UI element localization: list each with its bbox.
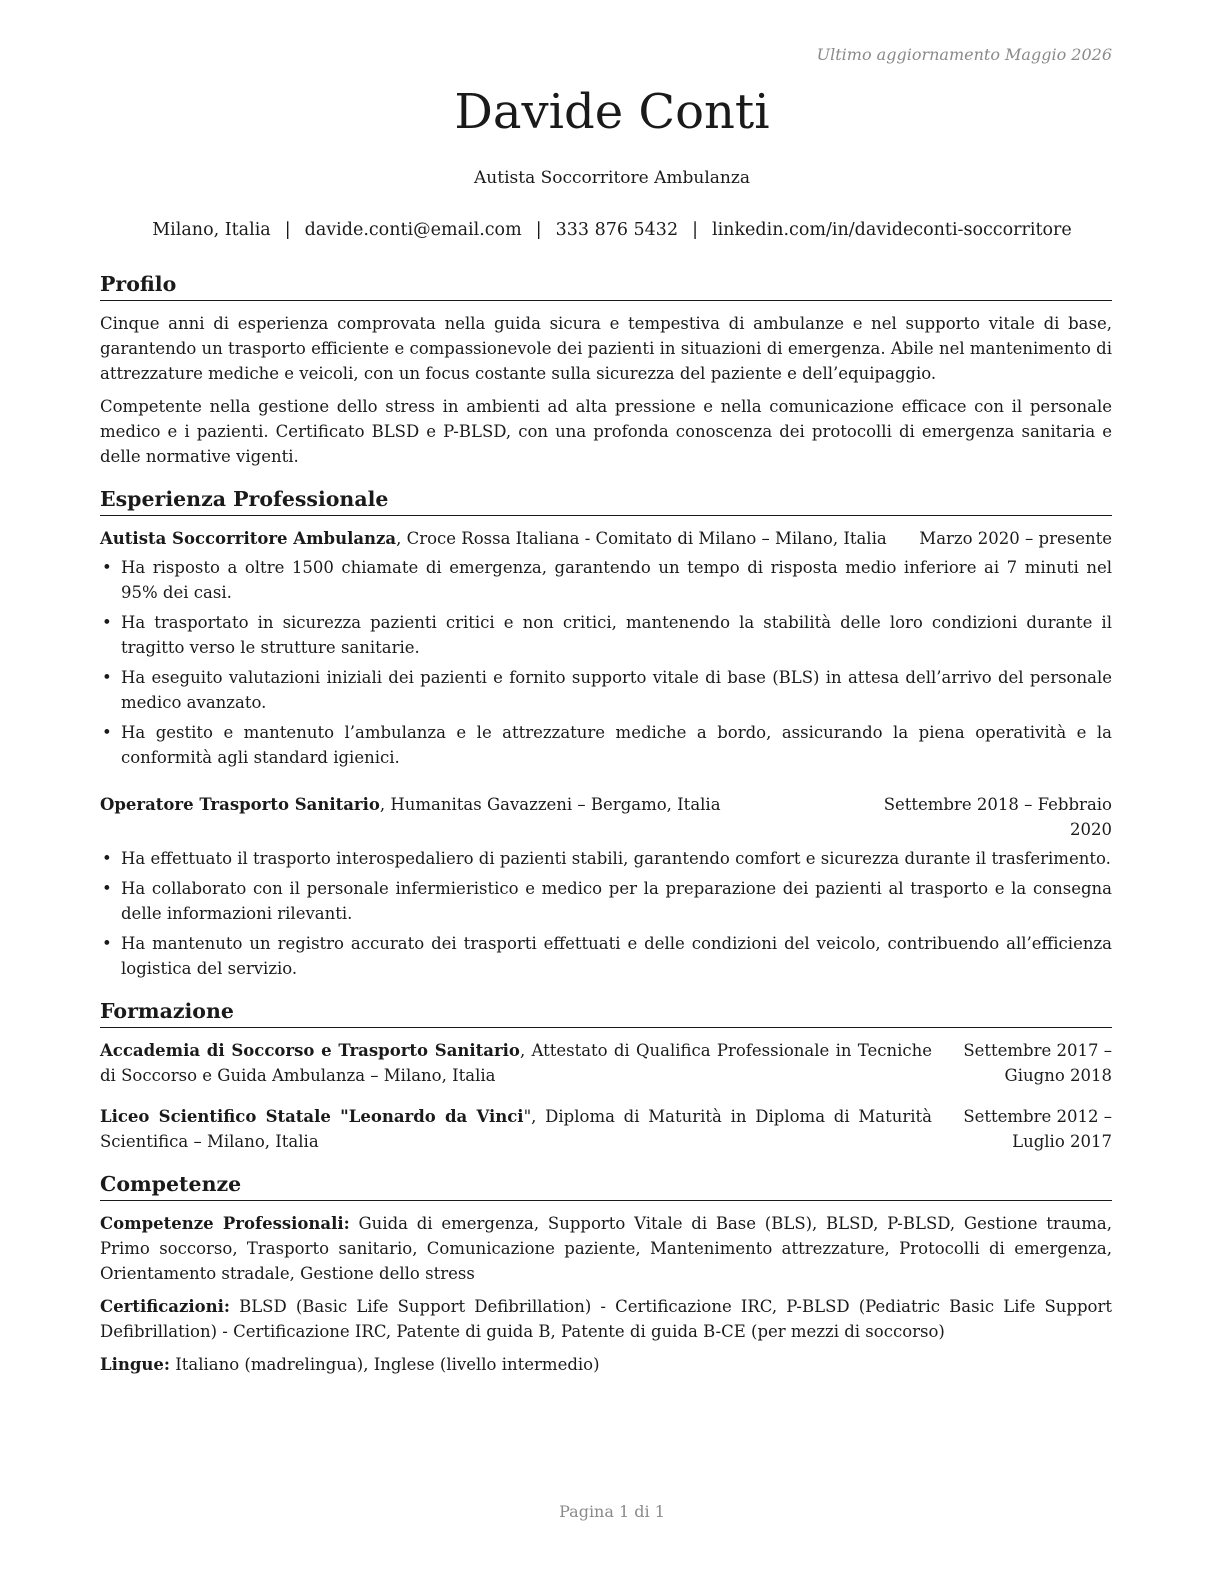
education-school: Leonardo da Vinci [348,1107,524,1126]
job-org: , Humanitas Gavazzeni – Bergamo, Italia [379,795,721,814]
education-school: Accademia di Soccorso e Trasporto Sanitario [100,1041,520,1060]
education-dates: Settembre 2012 – Luglio 2017 [963,1107,1112,1151]
job-title: Autista Soccorritore Ambulanza [100,529,397,548]
job-dates: Marzo 2020 – presente [919,529,1112,548]
skill-label: Competenze Professionali: [100,1214,350,1233]
profile-paragraph: Competente nella gestione dello stress in ambienti ad alta pressione e nella comunicazione efficace con il personale medico e i pazienti. Certificato BLSD e P-BLSD, con una profonda conoscenza dei protocolli di emergenza sanitaria e delle normative vigenti. [100,397,1112,466]
bullet-icon: • [102,668,112,687]
education-detail: ", Diploma di Maturità in Diploma di Maturità Scientifica – Milano, Italia [100,1107,932,1151]
profile-paragraph: Cinque anni di esperienza comprovata nella guida sicura e tempestiva di ambulanze e nel supporto vitale di base, garantendo un trasporto efficiente e compassionevole dei pazienti in situazioni di emergenza. Abile nel mantenimento di attrezzature mediche e veicoli, con un focus costante sulla sicurezza del paziente e dell’equipaggio. [100,314,1112,383]
job-title-org [100,792,872,817]
bullet-icon: • [102,879,112,898]
job-header [100,526,1112,551]
skill-row [100,1211,1112,1286]
job-title: Operatore Trasporto Sanitario [100,795,380,814]
bullet-text: Ha eseguito valutazioni iniziali dei pazienti e fornito supporto vitale di base (BLS) in attesa dell’arrivo del personale medico avanzato. [121,668,1112,712]
list-item [100,665,1112,715]
bullet-icon: • [102,613,112,632]
education-school-detail [100,1104,962,1154]
section-heading-skills: Competenze [100,1170,1112,1201]
education-section [100,997,1112,1154]
skill-text: BLSD (Basic Life Support Defibrillation) - Certificazione IRC, P-BLSD (Pediatric Basic Life Support Defibrillation) - Certificazione IRC, Patente di guida B, Patente di guida B-CE (per mezzi di soccorso) [100,1297,1112,1341]
bullet-icon: • [102,558,112,577]
list-item [100,720,1112,770]
bullet-icon: • [102,934,112,953]
job-bullets [100,555,1112,770]
list-item [100,876,1112,926]
job-entry [100,792,1112,981]
skill-label: Certificazioni: [100,1297,230,1316]
page-number: Pagina 1 di 1 [559,1502,665,1521]
skill-text: Italiano (madrelingua), Inglese (livello intermedio) [170,1355,600,1374]
section-heading-education: Formazione [100,997,1112,1028]
experience-section [100,485,1112,981]
bullet-text: Ha gestito e mantenuto l’ambulanza e le attrezzature mediche a bordo, assicurando la piena operatività e la conformità agli standard igienici. [121,723,1112,767]
candidate-name: Davide Conti [454,84,770,140]
job-org: , Croce Rossa Italiana - Comitato di Milano – Milano, Italia [396,529,887,548]
profile-section [100,270,1112,469]
list-item [100,846,1112,871]
bullet-icon: • [102,723,112,742]
contact-separator: | [692,220,698,240]
bullet-text: Ha collaborato con il personale infermieristico e medico per la preparazione dei pazienti al trasporto e la consegna delle informazioni rilevanti. [121,879,1112,923]
skill-label: Lingue: [100,1355,170,1374]
job-title: Autista Soccorritore Ambulanza [474,168,750,188]
education-school-detail [100,1038,962,1088]
contact-phone: 333 876 5432 [555,220,679,240]
bullet-text: Ha effettuato il trasporto interospedaliero di pazienti stabili, garantendo comfort e sicurezza durante il trasferimento. [121,849,1111,868]
job-header [100,792,1112,842]
education-entry [100,1038,1112,1088]
job-entry [100,526,1112,770]
contact-linkedin[interactable]: linkedin.com/in/davideconti-soccorritore [711,220,1072,240]
skills-section [100,1170,1112,1377]
resume-content [100,270,1112,1393]
bullet-text: Ha risposto a oltre 1500 chiamate di emergenza, garantendo un tempo di risposta medio inferiore ai 7 minuti nel 95% dei casi. [121,558,1112,602]
contact-separator: | [284,220,291,240]
education-dates: Settembre 2017 – Giugno 2018 [963,1041,1112,1085]
education-entry [100,1104,1112,1154]
contact-separator: | [535,220,542,240]
job-title-org [100,526,919,551]
list-item [100,555,1112,605]
contact-email[interactable]: davide.conti@email.com [304,220,522,240]
skill-text: Guida di emergenza, Supporto Vitale di Base (BLS), BLSD, P-BLSD, Gestione trauma, Primo soccorso, Trasporto sanitario, Comunicazione paziente, Mantenimento attrezzature, Protocolli di emergenza, Orientamento stradale, Gestione dello stress [100,1214,1112,1283]
list-item [100,931,1112,981]
job-dates: Settembre 2018 – Febbraio 2020 [883,795,1112,839]
contact-location: Milano, Italia [152,220,271,240]
section-heading-experience: Esperienza Professionale [100,485,1112,516]
list-item [100,610,1112,660]
bullet-icon: • [102,849,112,868]
job-bullets [100,846,1112,981]
education-school-prefix: Liceo Scientifico Statale " [100,1107,349,1126]
contact-line [0,220,1224,240]
skill-row [100,1352,1112,1377]
bullet-text: Ha trasportato in sicurezza pazienti critici e non critici, mantenendo la stabilità delle loro condizioni durante il tragitto verso le strutture sanitarie. [121,613,1112,657]
education-detail: , Attestato di Qualifica Professionale in Tecniche di Soccorso e Guida Ambulanza – Milano, Italia [100,1041,932,1085]
last-updated: Ultimo aggiornamento Maggio 2026 [816,45,1112,64]
section-heading-profile: Profilo [100,270,1112,301]
bullet-text: Ha mantenuto un registro accurato dei trasporti effettuati e delle condizioni del veicolo, contribuendo all’efficienza logistica del servizio. [121,934,1112,978]
skill-row [100,1294,1112,1344]
